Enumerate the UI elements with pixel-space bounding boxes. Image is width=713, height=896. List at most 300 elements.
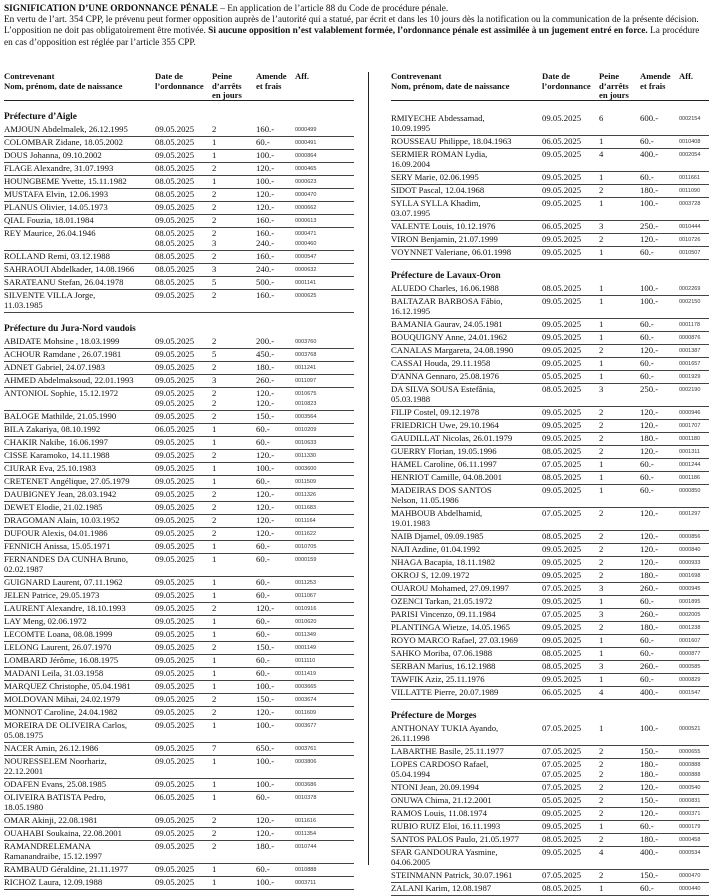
- right-column: [391, 70, 709, 896]
- peine-jours: 2: [212, 362, 217, 372]
- table-row: [391, 847, 709, 870]
- row-values: [391, 687, 709, 697]
- row-values: [4, 515, 354, 525]
- ordonnance-date: 09.05.2025: [155, 362, 195, 372]
- peine-jours: 1: [212, 554, 217, 564]
- value-line: [4, 336, 354, 346]
- table-row: [391, 531, 709, 544]
- affaire-number: 0011241: [295, 365, 317, 371]
- affaire-number: 0011661: [679, 175, 701, 181]
- value-line: [391, 769, 709, 779]
- row-values: [4, 779, 354, 789]
- peine-jours: 2: [599, 557, 604, 567]
- ordonnance-date: 07.05.2025: [542, 583, 582, 593]
- name-line: OMAR Akinji, 22.08.1981: [4, 815, 98, 825]
- table-row: [4, 124, 354, 137]
- row-values: [391, 345, 709, 355]
- affaire-number: 0000491: [295, 140, 317, 146]
- amende-frais: 100.-: [256, 756, 275, 766]
- affaire-number: 0010408: [679, 139, 701, 145]
- amende-frais: 120.-: [640, 345, 659, 355]
- row-values: [4, 277, 354, 287]
- name-line: PARISI Vincenzo, 09.11.1984: [391, 609, 496, 619]
- affaire-number: 0001178: [679, 322, 701, 328]
- table-row: [391, 234, 709, 247]
- value-line: [391, 648, 709, 658]
- amende-frais: 100.-: [640, 198, 659, 208]
- affaire-number: 0011609: [295, 710, 317, 716]
- affaire-number: 0001141: [295, 280, 317, 286]
- left-column: [4, 70, 354, 890]
- peine-jours: 2: [212, 828, 217, 838]
- table-row: [4, 792, 354, 815]
- amende-frais: 120.-: [640, 531, 659, 541]
- peine-jours: 3: [599, 583, 604, 593]
- name-line: SAHRAOUI Abdelkader, 14.08.1966: [4, 264, 135, 274]
- name-line: MOREIRA DE OLIVEIRA Carlos,: [4, 720, 128, 730]
- ordonnance-date: 09.05.2025: [155, 864, 195, 874]
- name-line: 26.11.1998: [391, 733, 430, 743]
- amende-frais: 120.-: [640, 808, 659, 818]
- amende-frais: 600.-: [640, 113, 659, 123]
- row-values: [391, 635, 709, 645]
- name-line: PLANUS Olivier, 14.05.1973: [4, 202, 108, 212]
- name-line: Ramanandraibe, 15.12.1997: [4, 851, 102, 861]
- amende-frais: 120.-: [256, 603, 275, 613]
- value-line: [391, 221, 709, 231]
- affaire-number: 0001547: [679, 690, 701, 696]
- ordonnance-date: 08.05.2025: [542, 648, 582, 658]
- table-row: [391, 472, 709, 485]
- ordonnance-date: 09.05.2025: [155, 489, 195, 499]
- ordonnance-date: 07.05.2025: [542, 759, 582, 769]
- affaire-number: 0001238: [679, 625, 701, 631]
- value-line: [391, 746, 709, 756]
- name-line: ONUWA Chima, 21.12.2001: [391, 795, 492, 805]
- affaire-number: 0003806: [295, 759, 317, 765]
- peine-jours: 1: [212, 864, 217, 874]
- ordonnance-date: 09.05.2025: [542, 172, 582, 182]
- value-line: [4, 577, 354, 587]
- value-line: [4, 150, 354, 160]
- affaire-number: 0001186: [679, 475, 701, 481]
- amende-frais: 60.-: [256, 792, 270, 802]
- name-line: DOUS Johanna, 09.10.2002: [4, 150, 102, 160]
- ordonnance-date: 05.05.2025: [542, 795, 582, 805]
- affaire-number: 0010705: [295, 544, 317, 550]
- ordonnance-date: 09.05.2025: [155, 290, 195, 300]
- affaire-number: 0000540: [679, 785, 701, 791]
- row-values: [391, 723, 709, 733]
- value-line: [4, 590, 354, 600]
- row-values: [4, 756, 354, 766]
- name-line: RAMANDRELEMANA: [4, 841, 91, 851]
- row-values: [4, 290, 354, 300]
- name-line: LELONG Laurent, 26.07.1970: [4, 642, 112, 652]
- amende-frais: 60.-: [256, 655, 270, 665]
- ordonnance-date: 09.05.2025: [542, 407, 582, 417]
- table-row: [391, 485, 709, 508]
- amende-frais: 400.-: [640, 149, 659, 159]
- affaire-number: 0002269: [679, 286, 701, 292]
- ordonnance-date: 09.05.2025: [155, 815, 195, 825]
- table-row: [391, 384, 709, 407]
- amende-frais: 60.-: [640, 358, 654, 368]
- table-row: [391, 834, 709, 847]
- name-line: SAHKO Moriba, 07.06.1988: [391, 648, 493, 658]
- peine-jours: 7: [212, 743, 217, 753]
- ordonnance-date: 07.05.2025: [542, 782, 582, 792]
- ordonnance-date: 06.05.2025: [542, 687, 582, 697]
- value-line: [4, 616, 354, 626]
- ordonnance-date: 09.05.2025: [155, 375, 195, 385]
- ordonnance-date: 07.05.2025: [542, 609, 582, 619]
- name-line: NHAGA Bacapia, 18.11.1982: [391, 557, 496, 567]
- ordonnance-date: 06.05.2025: [542, 221, 582, 231]
- value-line: [391, 459, 709, 469]
- value-line: [391, 283, 709, 293]
- peine-jours: 2: [212, 694, 217, 704]
- affaire-number: 0000547: [295, 254, 317, 260]
- ordonnance-date: 09.05.2025: [542, 596, 582, 606]
- table-row: [4, 424, 354, 437]
- affaire-number: 0010444: [679, 224, 701, 230]
- affaire-number: 0000465: [295, 166, 317, 172]
- name-line: FERNANDES DA CUNHA Bruno,: [4, 554, 129, 564]
- affaire-number: 0001607: [679, 638, 701, 644]
- ordonnance-date: 09.05.2025: [155, 437, 195, 447]
- value-line: [4, 541, 354, 551]
- amende-frais: 60.-: [640, 485, 654, 495]
- affaire-number: 0001657: [679, 361, 701, 367]
- table-row: [4, 450, 354, 463]
- affaire-number: 0011097: [295, 378, 317, 384]
- affaire-number: 0011090: [679, 188, 701, 194]
- name-line: SARATEANU Stefan, 26.04.1978: [4, 277, 124, 287]
- affaire-number: 0000662: [295, 205, 317, 211]
- notice-title: SIGNIFICATION D’UNE ORDONNANCE PÉNALE: [4, 4, 218, 14]
- affaire-number: 0001149: [295, 645, 317, 651]
- name-line: OLIVEIRA BATISTA Pedro,: [4, 792, 106, 802]
- ordonnance-date: 09.05.2025: [155, 541, 195, 551]
- table-row: [391, 795, 709, 808]
- peine-jours: 1: [212, 541, 217, 551]
- peine-jours: 1: [599, 247, 604, 257]
- name-line: GUERRY Florian, 19.05.1996: [391, 446, 497, 456]
- ordonnance-date: 09.05.2025: [542, 185, 582, 195]
- value-line: [391, 508, 709, 518]
- table-row: [4, 502, 354, 515]
- table-row: [4, 655, 354, 668]
- affaire-number: 0011509: [295, 479, 317, 485]
- name-line: HAMEL Caroline, 06.11.1997: [391, 459, 497, 469]
- affaire-number: 0010507: [679, 250, 701, 256]
- affaire-number: 0001297: [679, 511, 701, 517]
- value-line: [4, 137, 354, 147]
- amende-frais: 100.-: [640, 283, 659, 293]
- peine-jours: 2: [599, 185, 604, 195]
- value-line: [4, 463, 354, 473]
- value-line: [4, 411, 354, 421]
- name-line: 05.03.1988: [391, 394, 431, 404]
- peine-jours: 1: [212, 616, 217, 626]
- header-name: Contrevenant Nom, prénom, date de naissance: [4, 71, 123, 91]
- row-values: [4, 411, 354, 421]
- value-line: [391, 185, 709, 195]
- affaire-number: 0000655: [679, 749, 701, 755]
- name-line: MONNOT Caroline, 24.04.1982: [4, 707, 118, 717]
- value-line: [391, 319, 709, 329]
- amende-frais: 180.-: [256, 362, 275, 372]
- amende-frais: 60.-: [256, 668, 270, 678]
- affaire-number: 0003665: [295, 684, 317, 690]
- ordonnance-date: 09.05.2025: [542, 332, 582, 342]
- header-amende: Amende et frais: [256, 71, 287, 91]
- value-line: [391, 883, 709, 893]
- table-row: [391, 723, 709, 746]
- name-line: GUIGNARD Laurent, 07.11.1962: [4, 577, 123, 587]
- peine-jours: 2: [212, 515, 217, 525]
- name-line: RICHOZ Laura, 12.09.1988: [4, 877, 103, 887]
- table-row: [4, 577, 354, 590]
- name-line: ANTONIOL Sophie, 15.12.1972: [4, 388, 119, 398]
- notice-header: [4, 4, 708, 49]
- affaire-number: 0011683: [295, 505, 317, 511]
- amende-frais: 400.-: [640, 687, 659, 697]
- amende-frais: 120.-: [256, 815, 275, 825]
- ordonnance-date: 09.05.2025: [155, 476, 195, 486]
- row-values: [4, 743, 354, 753]
- name-line: AHMED Abdelmaksoud, 22.01.1993: [4, 375, 134, 385]
- ordonnance-date: 08.05.2025: [542, 446, 582, 456]
- amende-frais: 120.-: [256, 398, 275, 408]
- affaire-number: 0001244: [679, 462, 701, 468]
- affaire-number: 0000499: [295, 127, 317, 133]
- row-values: [4, 150, 354, 160]
- name-line: MARQUEZ Christophe, 05.04.1981: [4, 681, 131, 691]
- amende-frais: 120.-: [640, 446, 659, 456]
- name-line: DA SILVA SOUSA Estefânia,: [391, 384, 496, 394]
- row-values: [4, 590, 354, 600]
- name-line: OKROJ S, 12.09.1972: [391, 570, 470, 580]
- row-values: [4, 450, 354, 460]
- row-values: [4, 251, 354, 261]
- row-values: [4, 349, 354, 359]
- peine-jours: 1: [599, 723, 604, 733]
- value-line: [4, 828, 354, 838]
- value-line: [4, 642, 354, 652]
- ordonnance-date: 08.05.2025: [155, 163, 195, 173]
- table-row: [391, 459, 709, 472]
- row-values: [391, 358, 709, 368]
- value-line: [4, 450, 354, 460]
- value-line: [4, 388, 354, 398]
- name-line: ROLLAND Remi, 03.12.1988: [4, 251, 110, 261]
- name-line: ACHOUR Ramdane , 26.07.1981: [4, 349, 122, 359]
- ordonnance-date: 09.05.2025: [542, 296, 582, 306]
- row-values: [4, 841, 354, 851]
- ordonnance-date: 08.05.2025: [542, 283, 582, 293]
- table-row: [391, 570, 709, 583]
- table-row: [391, 446, 709, 459]
- peine-jours: 1: [212, 137, 217, 147]
- affaire-number: 0001311: [679, 449, 701, 455]
- name-line: FENNICH Anissa, 15.05.1971: [4, 541, 111, 551]
- peine-jours: 2: [599, 508, 604, 518]
- table-row: [391, 172, 709, 185]
- affaire-number: 0002150: [679, 299, 701, 305]
- amende-frais: 120.-: [256, 502, 275, 512]
- amende-frais: 180.-: [640, 834, 659, 844]
- amende-frais: 450.-: [256, 349, 275, 359]
- affaire-number: 0000521: [679, 726, 701, 732]
- ordonnance-date: 09.05.2025: [155, 779, 195, 789]
- peine-jours: 1: [599, 332, 604, 342]
- header-peine: Peine d’arrêts en jours: [212, 71, 242, 101]
- row-values: [391, 234, 709, 244]
- name-line: 18.05.1980: [4, 802, 44, 812]
- row-values: [4, 476, 354, 486]
- row-values: [4, 603, 354, 613]
- value-line: [4, 841, 354, 851]
- ordonnance-date: 09.05.2025: [155, 603, 195, 613]
- row-values: [391, 472, 709, 482]
- name-line: SIDOT Pascal, 12.04.1968: [391, 185, 485, 195]
- ordonnance-date: 09.05.2025: [155, 528, 195, 538]
- table-row: [4, 707, 354, 720]
- name-line: BILA Zakariya, 08.10.1992: [4, 424, 101, 434]
- table-row: [391, 883, 709, 896]
- name-line: ANTHONAY TUKIA Ayando,: [391, 723, 499, 733]
- peine-jours: 1: [599, 635, 604, 645]
- header-aff: Aff.: [295, 71, 310, 81]
- peine-jours: 2: [212, 450, 217, 460]
- name-line: SILVENTE VILLA Jorge,: [4, 290, 96, 300]
- name-line: FILIP Costel, 09.12.1978: [391, 407, 480, 417]
- ordonnance-date: 09.05.2025: [542, 821, 582, 831]
- affaire-number: 0000877: [679, 651, 701, 657]
- name-line: 11.03.1985: [4, 300, 43, 310]
- value-line: [4, 877, 354, 887]
- peine-jours: 1: [599, 459, 604, 469]
- table-row: [391, 759, 709, 782]
- value-line: [391, 870, 709, 880]
- peine-jours: 3: [599, 384, 604, 394]
- ordonnance-date: 08.05.2025: [542, 531, 582, 541]
- amende-frais: 120.-: [256, 828, 275, 838]
- value-line: [391, 609, 709, 619]
- ordonnance-date: 09.05.2025: [542, 485, 582, 495]
- peine-jours: 2: [599, 746, 604, 756]
- peine-jours: 2: [212, 189, 217, 199]
- table-row: [4, 756, 354, 779]
- table-row: [4, 681, 354, 694]
- value-line: [4, 629, 354, 639]
- peine-jours: 1: [212, 756, 217, 766]
- peine-jours: 1: [212, 424, 217, 434]
- name-line: LAURENT Alexandre, 18.10.1993: [4, 603, 126, 613]
- table-row: [4, 877, 354, 890]
- row-values: [391, 433, 709, 443]
- value-line: [391, 723, 709, 733]
- peine-jours: 1: [212, 476, 217, 486]
- affaire-number: 0000876: [679, 335, 701, 341]
- table-row: [4, 228, 354, 251]
- affaire-number: 0010378: [295, 795, 317, 801]
- name-line: VALENTE Louis, 10.12.1976: [391, 221, 496, 231]
- value-line: [4, 437, 354, 447]
- ordonnance-date: 09.05.2025: [155, 668, 195, 678]
- name-line: SERMIER ROMAN Lydia,: [391, 149, 488, 159]
- peine-jours: 1: [212, 629, 217, 639]
- amende-frais: 100.-: [256, 779, 275, 789]
- affaire-number: 0000840: [679, 547, 701, 553]
- ordonnance-date: 07.05.2025: [542, 870, 582, 880]
- table-row: [4, 616, 354, 629]
- ordonnance-date: 09.05.2025: [155, 502, 195, 512]
- table-row: [4, 437, 354, 450]
- row-values: [4, 424, 354, 434]
- name-line: SERY Marie, 02.06.1995: [391, 172, 479, 182]
- value-line: [4, 189, 354, 199]
- peine-jours: 3: [599, 609, 604, 619]
- affaire-number: 0000946: [679, 410, 701, 416]
- amende-frais: 120.-: [256, 707, 275, 717]
- peine-jours: 5: [212, 277, 217, 287]
- ordonnance-date: 07.05.2025: [542, 769, 582, 779]
- value-line: [391, 113, 709, 123]
- name-line: 16.09.2004: [391, 159, 431, 169]
- row-values: [4, 489, 354, 499]
- row-values: [391, 332, 709, 342]
- name-line: FRIEDRICH Uwe, 29.10.1964: [391, 420, 499, 430]
- value-line: [391, 485, 709, 495]
- row-values: [4, 176, 354, 186]
- ordonnance-date: 09.05.2025: [542, 847, 582, 857]
- row-values: [4, 202, 354, 212]
- name-line: SFAR GANDOURA Yasmine,: [391, 847, 498, 857]
- peine-jours: 2: [599, 345, 604, 355]
- affaire-number: 0000458: [679, 837, 701, 843]
- affaire-number: 0011616: [295, 818, 317, 824]
- amende-frais: 60.-: [256, 424, 270, 434]
- header-date: Date de l’ordonnance: [155, 71, 204, 91]
- amende-frais: 150.-: [256, 694, 275, 704]
- ordonnance-date: 09.05.2025: [542, 234, 582, 244]
- value-line: [4, 362, 354, 372]
- name-line: OUAROU Mohamed, 27.09.1997: [391, 583, 509, 593]
- ordonnance-date: 09.05.2025: [542, 808, 582, 818]
- peine-jours: 1: [599, 198, 604, 208]
- header-peine: Peine d’arrêts en jours: [599, 71, 629, 101]
- affaire-number: 0011067: [295, 593, 317, 599]
- table-row: [4, 176, 354, 189]
- ordonnance-date: 07.05.2025: [542, 723, 582, 733]
- peine-jours: 1: [599, 821, 604, 831]
- table-row: [4, 388, 354, 411]
- table-row: [4, 150, 354, 163]
- value-line: [391, 570, 709, 580]
- value-line: [4, 228, 354, 238]
- row-values: [391, 609, 709, 619]
- affaire-number: 0010744: [295, 844, 317, 850]
- table-row: [391, 544, 709, 557]
- row-values: [391, 319, 709, 329]
- table-header-left: [4, 70, 354, 101]
- ordonnance-date: 09.05.2025: [542, 198, 582, 208]
- name-line: 03.07.1995: [391, 208, 431, 218]
- name-line: BAMANIA Gaurav, 24.05.1981: [391, 319, 503, 329]
